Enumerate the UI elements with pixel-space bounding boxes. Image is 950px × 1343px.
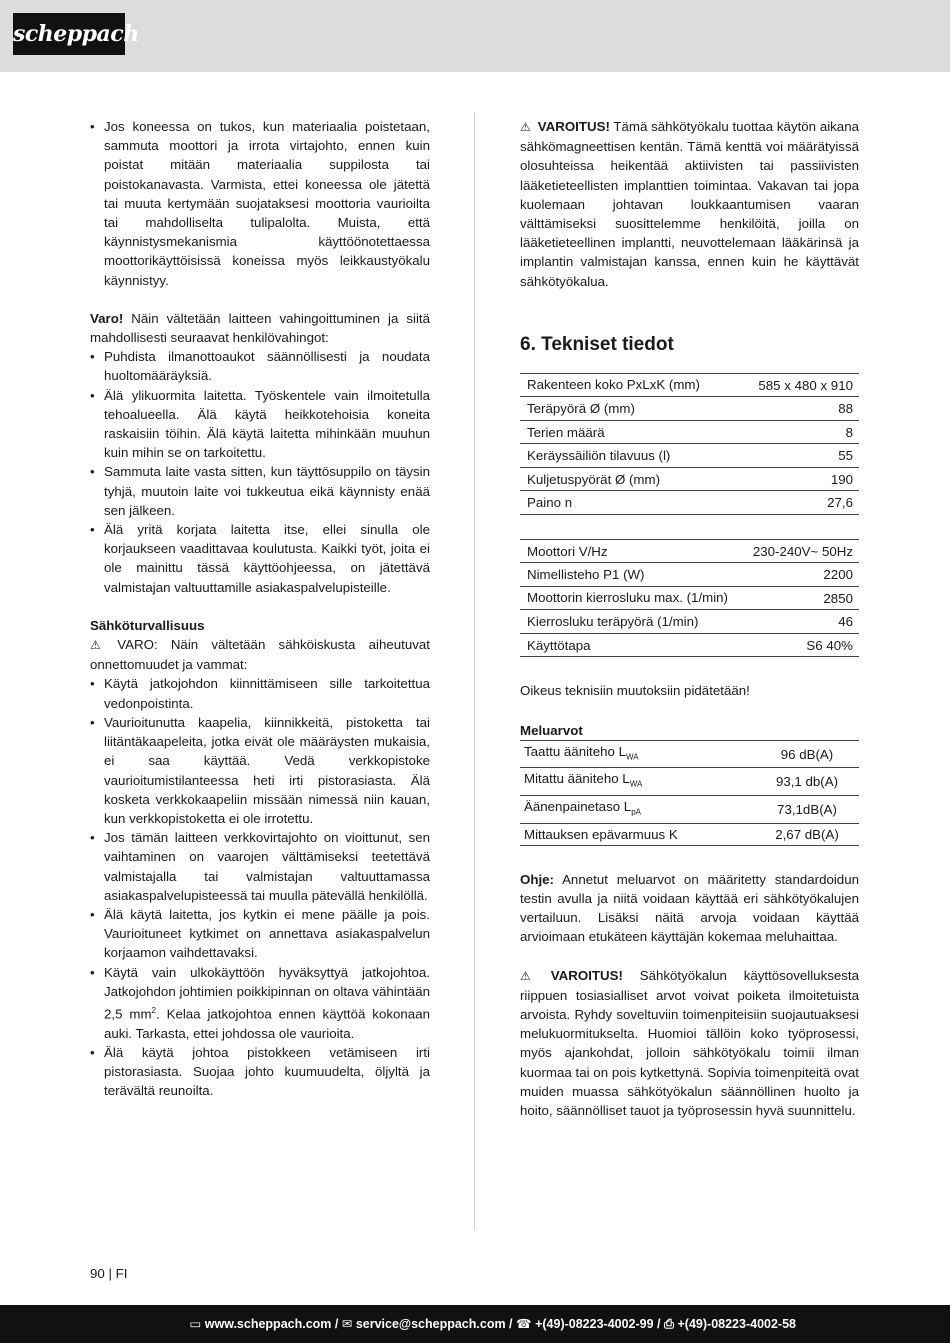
list-item: • Vaurioitunutta kaapelia, kiinnikkeitä, pistoketta tai liitäntäkaapeleita, jotka eivät ole määräysten mukaisia, ei saa käyttää. Vedä verkkopistoke vaurioitumistilanteessa heti irti pistorasiasta. Älä kosketa verkkokaapeliin missään nimessä niin kauan, kun verkkopistoketta ei ole irrotettu. (90, 713, 430, 828)
section-title: 6. Tekniset tiedot (520, 333, 674, 355)
list-item: • Älä ylikuormita laitetta. Työskentele vain ilmoitetulla tehoalueella. Älä käytä heikkotehoisia koneita raskaisiin töihin. Älä käytä laitetta mihinkään muuhun kuin mihin se on tarkoitettu. (90, 386, 430, 463)
noise-warning-paragraph: ⚠ VAROITUS! Sähkötyökalun käyttösovelluksesta riippuen tosiasialliset arvot voivat poiketa ilmoitetuista arvoista. Ryhdy soveltuviin toimenpiteisiin suojautuaksesi melukuormitukselta. Huomioi tällöin koko työprosessi, myös ajankohdat, jolloin sähkötyökalu toimii ilman kuormaa tai on pois kytkettynä. Sopivia toimenpiteitä ovat muiden muassa sähkötyökalun säännöllinen huolto ja hoito, säännölliset tauot ja työprosessin hyvä suunnittelu. (520, 967, 859, 1118)
table-row: Teräpyörä Ø (mm) 88 (520, 397, 859, 421)
varo-label: Varo! (90, 310, 124, 326)
list-item: • Käytä vain ulkokäyttöön hyväksyttyä jatkojohtoa. Jatkojohdon johtimien poikkipinnan on oltava vähintään 2,5 $mm^2$. Kelaa jatkojohtoa ennen käyttöä kokonaan auki. Tarkasta, ettei johdossa ole vaurioita. (90, 963, 430, 1043)
table-row: Mittauksen epävarmuus K 2,67 dB(A) (520, 823, 859, 845)
warning-triangle-icon: ⚠ (520, 120, 531, 134)
table-row: Paino n 27,6 (520, 491, 859, 515)
warning-triangle-icon: ⚠ (520, 968, 531, 983)
noise-heading: Meluarvot (520, 722, 583, 738)
mail-icon: ✉ (341, 1317, 353, 1331)
footer-bar (0, 1305, 950, 1343)
list-item: • Käytä jatkojohdon kiinnittämiseen sille tarkoitettua vedonpoistinta. (90, 674, 430, 712)
bullet-list-blockage (90, 117, 430, 290)
table-row: Keräyssäiliön tilavuus (l) 55 (520, 444, 859, 468)
table-row: Äänenpainetaso $L_{pA}$ 73,1dB(A) (520, 796, 859, 824)
header-bar (0, 0, 950, 72)
ohje-paragraph: Ohje: Annetut meluarvot on määritetty standardoidun testin avulla ja niitä voidaan käyttää eri sähkötyökalujen vertailuun. Lisäksi näitä arvoja voidaan käyttää arvioimaan etukäteen käyttäjän kokemaa meluhaittaa. (520, 871, 859, 945)
column-divider (474, 112, 475, 1230)
varo-paragraph (90, 309, 430, 347)
list-item: • Älä käytä laitetta, jos kytkin ei mene päälle ja pois. Vaurioituneet kytkimet on annettava asiakaspalvelun korjaamon vaihdettavaksi. (90, 905, 430, 963)
left-column (90, 117, 430, 1100)
technical-changes-note: Oikeus teknisiin muutoksiin pidätetään! (520, 683, 750, 699)
footer-contact (189, 1305, 796, 1343)
table-row: Nimellisteho P1 (W) 2200 (520, 563, 859, 587)
noise-table (520, 740, 859, 846)
phone-icon: ☎ (516, 1317, 532, 1331)
table-row: Taattu ääniteho $L_{WA}$ 96 dB(A) (520, 740, 859, 768)
list-item: • Älä yritä korjata laitetta itse, ellei sinulla ole korjaukseen vaadittavaa koulutusta. Kaikki työt, joita ei ole mainittu tässä käyttöohjeessa, on jätettävä valmistajan valtuuttamille asiakaspalvelupisteille. (90, 520, 430, 597)
warning-triangle-icon: ⚠ (90, 638, 101, 653)
page-number: 90 | FI (90, 1266, 128, 1281)
electrical-warning: ⚠ VARO: Näin vältetään sähköiskusta aiheutuvat onnettomuudet ja vammat: (90, 637, 430, 673)
computer-icon: ▭ (189, 1317, 202, 1331)
varo-text: Näin vältetään laitteen vahingoittuminen ja siitä mahdollisesti seuraavat henkilövahingot: (90, 310, 430, 346)
list-item: • Puhdista ilmanottoaukot säännöllisesti ja noudata huoltomääräyksiä. (90, 347, 430, 385)
footer-web-link[interactable]: www.scheppach.com / (204, 1317, 339, 1331)
footer-phone: +(49)-08223-4002-99 / (535, 1317, 661, 1331)
list-item: • Jos koneessa on tukos, kun materiaalia poistetaan, sammuta moottori ja irrota virtajohto, ennen kuin poistat mitään materiaalia suppilosta tai poistokanavasta. Varmista, ettei koneessa ole jätettä tai muuta kertymään suojataksesi moottoria vaurioilta tai mahdolliselta tulipalolta. Muista, että käynnistysmekanismia käyttöönotettaessa moottorikäyttöisissä koneissa myös leikkaustyökalu käynnistyy. (90, 117, 430, 290)
table-row: Moottori V/Hz 230-240V~ 50Hz (520, 539, 859, 563)
list-item: • Jos tämän laitteen verkkovirtajohto on vioittunut, sen vaihtaminen on vaarojen välttämiseksi teetettävä valmistajalla tai valmistajan valtuuttamassa asiakaspalvelupisteessä tai muulla pätevällä henkilöllä. (90, 828, 430, 905)
table-row: Moottorin kierrosluku max. (1/min) 2850 (520, 586, 859, 610)
footer-email-link[interactable]: service@scheppach.com / (355, 1317, 513, 1331)
list-item: • Älä käytä johtoa pistokkeen vetämiseen irti pistorasiasta. Suojaa johto kuumuudelta, öljyltä ja terävältä reunoilta. (90, 1043, 430, 1101)
table-row: Mitattu ääniteho $L_{WA}$ 93,1 db(A) (520, 768, 859, 796)
bullet-list-care (90, 347, 430, 597)
spec-table-dimensions (520, 373, 859, 515)
list-item: • Sammuta laite vasta sitten, kun täyttösuppilo on täysin tyhjä, muutoin laite voi tukkeutua eikä käynnisty enää sen jälkeen. (90, 462, 430, 520)
bullet-list-electrical (90, 674, 430, 1100)
right-column (520, 117, 859, 1120)
table-row: Kierrosluku teräpyörä (1/min) 46 (520, 610, 859, 634)
fax-icon: ⎙ (664, 1317, 675, 1331)
table-row: Rakenteen koko PxLxK (mm) 585 x 480 x 910 (520, 373, 859, 397)
electrical-safety-heading: Sähköturvallisuus (90, 617, 205, 633)
table-row: Terien määrä 8 (520, 420, 859, 444)
table-row: Käyttötapa S6 40% (520, 633, 859, 657)
spec-table-motor (520, 539, 859, 658)
table-row: Kuljetuspyörät Ø (mm) 190 (520, 467, 859, 491)
footer-fax: +(49)-08223-4002-58 (677, 1317, 796, 1331)
brand-logo: scheppach (13, 13, 125, 55)
emf-warning-paragraph: ⚠ VAROITUS! Tämä sähkötyökalu tuottaa käytön aikana sähkömagneettisen kentän. Tämä kenttä voi määrätyissä olosuhteissa heikentää aktiivisten tai passiivisten lääketieteellisten implanttien toimintaa. Vakavan tai jopa kuolemaan johtavan loukkaantumisen vaaran välttämiseksi suosittelemme henkilöitä, joilla on lääketieteellinen implantti, neuvottelemaan lääkärinsä ja implantin valmistajan kanssa, ennen kuin he käyttävät sähkötyökalua. (520, 119, 859, 289)
